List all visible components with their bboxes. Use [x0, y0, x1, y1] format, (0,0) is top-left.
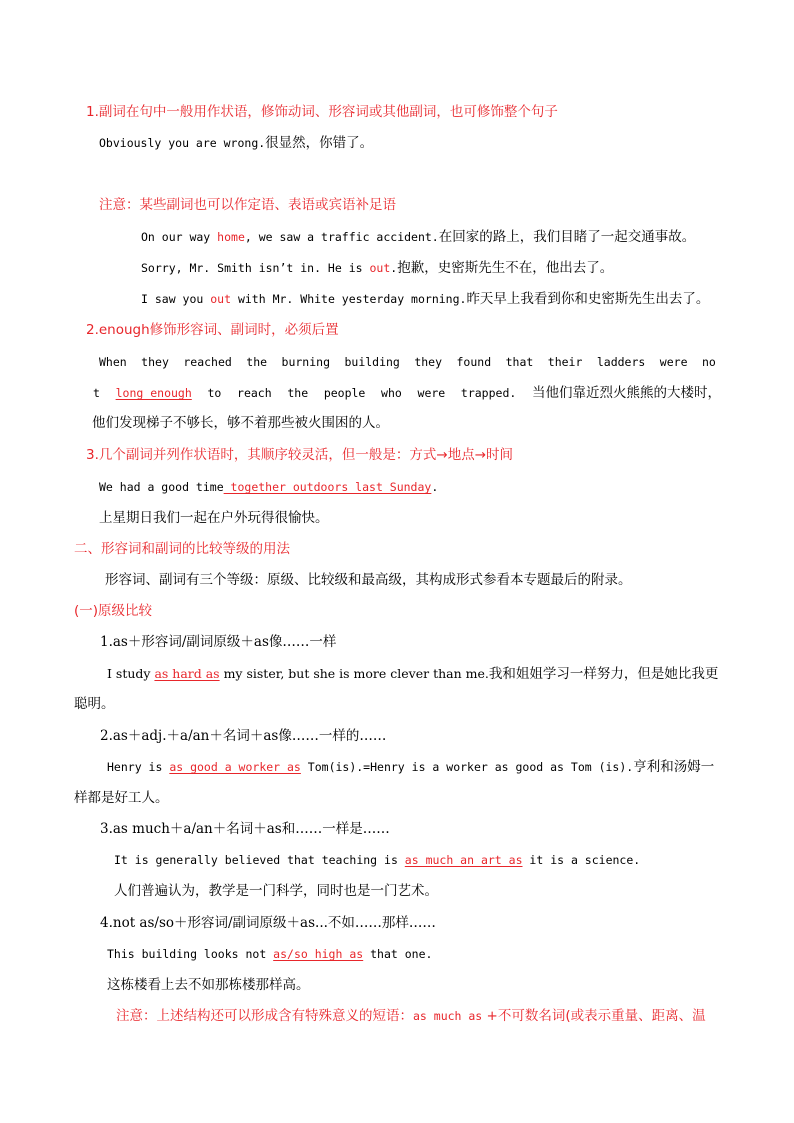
rule-4-example-cn: 这栋楼看上去不如那栋楼那样高。	[107, 977, 310, 993]
word: their	[547, 355, 583, 369]
example-en: On our way	[141, 230, 218, 244]
example-cn: 很显然，你错了。	[265, 135, 374, 151]
word: who	[381, 386, 402, 400]
word: they	[414, 355, 443, 369]
example-en: that one.	[363, 947, 433, 961]
word: to	[207, 386, 222, 400]
note-2	[116, 1006, 706, 1026]
rule-2-example-cn-cont: 样都是好工人。	[74, 790, 169, 806]
word: trapped.	[460, 386, 517, 400]
note-1-example-2	[141, 258, 613, 278]
section-2-heading: 2.enough修饰形容词、副词时，必须后置	[86, 322, 339, 338]
rule-1-example	[107, 664, 718, 684]
highlight-phrase: as hard as	[154, 666, 220, 681]
rule-3: 3.as much＋a/an＋名词＋as和……一样是……	[100, 821, 390, 837]
word: found	[456, 355, 492, 369]
note-phrase: as much as	[413, 1009, 483, 1023]
note-text: +不可数名词(或表示重量、距离、温	[482, 1008, 706, 1024]
section-3-example	[99, 477, 438, 497]
example-en: I saw you	[141, 292, 211, 306]
rule-1-example-cn-cont: 聪明。	[74, 696, 115, 712]
highlight-word: out	[210, 292, 232, 306]
highlight-phrase: long enough	[115, 386, 192, 400]
word: they	[141, 355, 169, 369]
example-en: Sorry, Mr. Smith isn’t in. He is	[141, 261, 370, 275]
section-2-example-line-3: 他们发现梯子不够长，够不着那些被火围困的人。	[92, 415, 389, 431]
word: the	[287, 386, 309, 400]
note-1-heading: 注意：某些副词也可以作定语、表语或宾语补足语	[99, 197, 396, 213]
example-en: Obviously you are wrong.	[99, 136, 266, 150]
example-en: This building looks not	[107, 947, 274, 961]
word: people	[323, 386, 366, 400]
example-en: I study	[107, 666, 155, 681]
part-2-heading: 二、形容词和副词的比较等级的用法	[74, 541, 290, 557]
example-en: .	[390, 261, 398, 275]
example-en: with Mr. White yesterday morning.	[231, 292, 467, 306]
example-cn: 抱歉，史密斯先生不在，他出去了。	[397, 260, 614, 276]
rule-2-example	[107, 757, 714, 777]
example-cn: 当他们靠近烈火熊熊的大楼时，	[531, 385, 721, 401]
note-1-example-1	[141, 227, 695, 247]
example-en: It is generally believed that teaching is	[114, 853, 405, 867]
note-text: 注意：上述结构还可以形成含有特殊意义的短语：	[116, 1008, 413, 1024]
section-2-example-line-1	[99, 352, 716, 372]
highlight-phrase: together outdoors last Sunday	[223, 480, 432, 494]
word: ladders	[596, 355, 646, 369]
example-cn: 在回家的路上，我们目睹了一起交通事故。	[438, 229, 696, 245]
word: When	[99, 355, 127, 369]
section-3-heading: 3.几个副词并列作状语时，其顺序较灵活，但一般是：方式→地点→时间	[86, 447, 514, 463]
highlight-phrase: as good a worker as	[169, 760, 301, 774]
highlight-phrase: as/so high as	[273, 947, 364, 961]
section-1-example	[99, 133, 373, 153]
note-1-example-3	[141, 289, 709, 309]
rule-3-example-cn: 人们普遍认为，教学是一门科学，同时也是一门艺术。	[114, 883, 438, 899]
rule-4: 4.not as/so＋形容词/副词原级＋as...不如……那样……	[100, 915, 436, 931]
example-en: Tom(is).=Henry is a worker as good as Tom (is).	[300, 760, 634, 774]
rule-2: 2.as＋adj.＋a/an＋名词＋as像……一样的……	[100, 728, 387, 744]
word: that	[505, 355, 534, 369]
example-en: , we saw a traffic accident.	[244, 230, 439, 244]
word: reached	[183, 355, 232, 369]
rule-3-example	[114, 850, 640, 870]
word: building	[344, 355, 400, 369]
section-1-heading: 1.副词在句中一般用作状语，修饰动词、形容词或其他副词，也可修饰整个句子	[86, 104, 558, 120]
example-cn: 我和姐姐学习一样努力，但是她比我更	[488, 666, 719, 682]
highlight-word: out	[369, 261, 391, 275]
example-en: Henry is	[107, 760, 170, 774]
word: burning	[281, 355, 330, 369]
highlight-word: home	[217, 230, 245, 244]
word: reach	[237, 386, 272, 400]
word: no	[701, 355, 716, 369]
example-en: We had a good time	[99, 480, 224, 494]
rule-1: 1.as＋形容词/副词原级＋as像……一样	[100, 634, 337, 650]
highlight-phrase: as much an art as	[404, 853, 523, 867]
word: were	[659, 355, 688, 369]
section-3-example-cn: 上星期日我们一起在户外玩得很愉快。	[99, 510, 329, 526]
rule-4-example	[107, 944, 432, 964]
example-en: my sister, but she is more clever than me.	[219, 666, 489, 681]
example-en: .	[431, 480, 439, 494]
word: were	[417, 386, 446, 400]
part-2-intro: 形容词、副词有三个等级：原级、比较级和最高级，其构成形式参看本专题最后的附录。	[105, 572, 632, 588]
example-cn: 亨利和汤姆一	[633, 759, 715, 775]
subsection-heading: (一)原级比较	[74, 603, 153, 619]
example-en: it is a science.	[522, 853, 641, 867]
word: the	[246, 355, 268, 369]
word: t	[93, 386, 100, 400]
example-cn: 昨天早上我看到你和史密斯先生出去了。	[466, 291, 710, 307]
section-2-example-line-2	[93, 383, 721, 403]
